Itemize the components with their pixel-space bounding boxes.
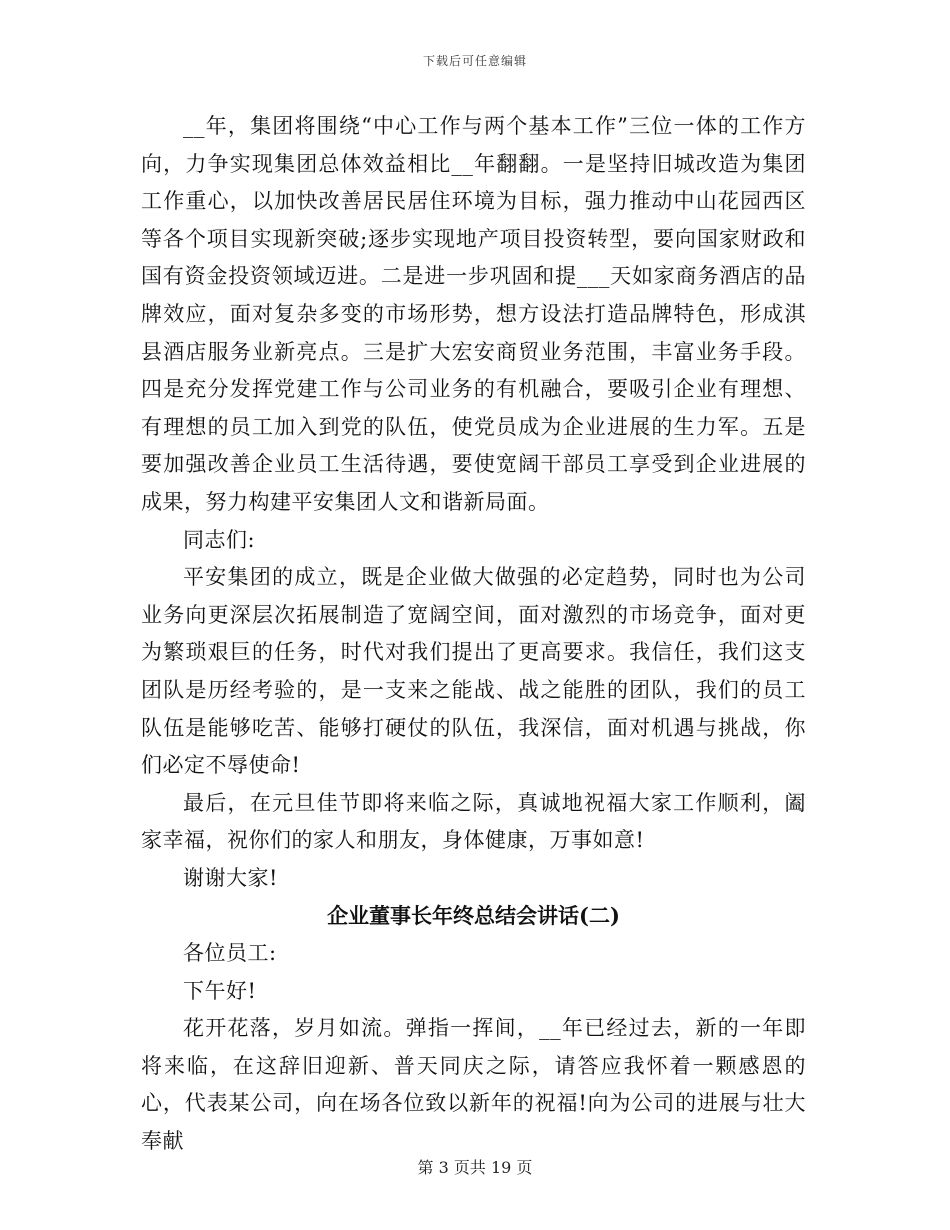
paragraph-salutation-staff: 各位员工: — [183, 941, 277, 966]
paragraph-group-founding: 平安集团的成立，既是企业做大做强的必定趋势，同时也为公司业务向更深层次拓展制造了宽阔空间，面对激烈的市场竞争，面对更为繁琐艰巨的任务，时代对我们提出了更高要求。我信任，我们这支团队是历经考验的，是一支来之能战、战之能胜的团队，我们的员工队伍是能够吃苦、能够打硬仗的队伍，我深信，面对机遇与挑战，你们必定不辱使命! — [141, 565, 806, 778]
paragraph-salutation-comrades: 同志们: — [183, 527, 256, 552]
paragraph-greeting: 下午好! — [183, 978, 257, 1003]
document-body — [141, 108, 806, 1161]
section-title: 企业董事长年终总结会讲话(二) — [327, 903, 620, 929]
paragraph-opening: 花开花落，岁月如流。弹指一挥间，__年已经过去，新的一年即将来临，在这辞旧迎新、普天同庆之际，请答应我怀着一颗感恩的心，代表某公司，向在场各位致以新年的祝福!向为公司的进展与壮大奉献 — [141, 1016, 806, 1154]
paragraph-thanks: 谢谢大家! — [183, 865, 278, 890]
paragraph-work-plan: __年，集团将围绕“中心工作与两个基本工作”三位一体的工作方向，力争实现集团总体效益相比__年翻翻。一是坚持旧城改造为集团工作重心，以加快改善居民居住环境为目标，强力推动中山花园西区等各个项目实现新突破;逐步实现地产项目投资转型，要向国家财政和国有资金投资领域迈进。二是进一步巩固和提___天如家商务酒店的品牌效应，面对复杂多变的市场形势，想方设法打造品牌特色，形成淇县酒店服务业新亮点。三是扩大宏安商贸业务范围，丰富业务手段。四是充分发挥党建工作与公司业务的有机融合，要吸引企业有理想、有理想的员工加入到党的队伍，使党员成为企业进展的生力军。五是要加强改善企业员工生活待遇，要使宽阔干部员工享受到企业进展的成果，努力构建平安集团人文和谐新局面。 — [141, 114, 806, 514]
page-footer: 第 3 页共 19 页 — [417, 1158, 533, 1177]
paragraph-new-year-wishes: 最后，在元旦佳节即将来临之际，真诚地祝福大家工作顺利，阖家幸福，祝你们的家人和朋友，身体健康，万事如意! — [141, 790, 806, 853]
page-header: 下载后可任意编辑 — [422, 54, 527, 68]
